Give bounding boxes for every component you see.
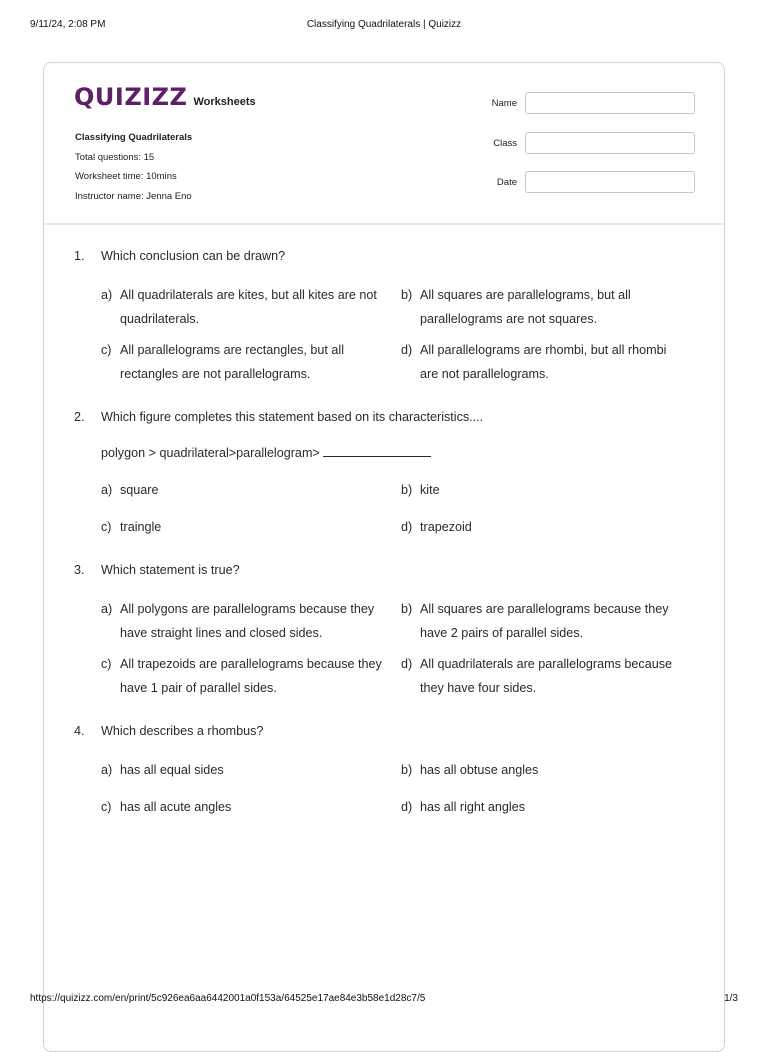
option-text: trapezoid xyxy=(420,519,472,534)
instructor-name: Instructor name: Jenna Eno xyxy=(75,190,192,202)
option-text: has all right angles xyxy=(420,799,526,814)
option-letter: a) xyxy=(101,483,113,497)
worksheet-title: Classifying Quadrilaterals xyxy=(75,132,193,143)
print-page-number: 1/3 xyxy=(724,993,738,1004)
option-d xyxy=(401,516,681,540)
question-text: Which statement is true? xyxy=(101,563,240,577)
name-label: Name xyxy=(491,97,517,109)
option-text: All squares are parallelograms because they have 2 pairs of parallel sides. xyxy=(420,602,669,640)
option-letter: a) xyxy=(101,602,113,616)
question-number: 2. xyxy=(74,410,85,424)
question-text: Which figure completes this statement based on its characteristics.... xyxy=(101,410,484,424)
option-letter: c) xyxy=(101,519,112,534)
option-letter: b) xyxy=(401,288,413,302)
name-field-row xyxy=(464,92,695,114)
option-a xyxy=(101,759,401,783)
question-4 xyxy=(74,724,694,819)
option-text: has all equal sides xyxy=(120,763,224,777)
options xyxy=(101,284,694,386)
worksheet-meta xyxy=(75,128,192,206)
option-letter: a) xyxy=(101,763,113,777)
option-c xyxy=(101,516,401,540)
option-text: kite xyxy=(420,483,440,497)
class-input[interactable] xyxy=(525,132,695,154)
option-text: All parallelograms are rhombi, but all rhombi are not parallelograms. xyxy=(420,343,667,381)
option-letter: b) xyxy=(401,763,413,777)
option-b xyxy=(401,479,681,503)
option-text: All polygons are parallelograms because they have straight lines and closed sides. xyxy=(120,602,375,640)
option-text: All trapezoids are parallelograms because they have 1 pair of parallel sides. xyxy=(120,657,382,695)
question-3 xyxy=(74,563,694,700)
option-a xyxy=(101,598,401,645)
class-field-row xyxy=(464,132,695,154)
option-letter: b) xyxy=(401,483,413,497)
option-letter: c) xyxy=(101,343,112,357)
option-text: All squares are parallelograms, but all parallelograms are not squares. xyxy=(420,288,631,326)
option-letter: a) xyxy=(101,288,113,302)
statement-text: polygon > quadrilateral>parallelogram> xyxy=(101,446,320,460)
question-text: Which describes a rhombus? xyxy=(101,724,264,738)
class-label: Class xyxy=(493,137,517,149)
quizizz-logo: QUIZIZZ xyxy=(74,83,188,111)
question-list xyxy=(74,249,694,843)
answer-blank xyxy=(323,443,431,457)
question-number: 4. xyxy=(74,724,85,738)
option-letter: c) xyxy=(101,657,112,671)
option-d xyxy=(401,653,681,700)
worksheet-card xyxy=(43,62,725,1052)
print-header xyxy=(30,19,738,30)
option-letter: c) xyxy=(101,799,112,814)
date-input[interactable] xyxy=(525,171,695,193)
option-d xyxy=(401,796,681,820)
question-text: Which conclusion can be drawn? xyxy=(101,249,286,263)
option-b xyxy=(401,284,681,331)
options xyxy=(101,759,694,819)
option-c xyxy=(101,339,401,386)
option-text: has all acute angles xyxy=(120,799,232,814)
question-statement xyxy=(101,443,694,460)
option-a xyxy=(101,479,401,503)
option-text: All quadrilaterals are kites, but all kites are not quadrilaterals. xyxy=(120,288,377,326)
option-text: traingle xyxy=(120,519,162,534)
option-b xyxy=(401,759,681,783)
option-letter: d) xyxy=(401,519,413,534)
total-questions: Total questions: 15 xyxy=(75,151,155,163)
option-text: All parallelograms are rectangles, but all rectangles are not parallelograms. xyxy=(120,343,345,381)
date-field-row xyxy=(464,171,695,193)
option-c xyxy=(101,796,401,820)
print-datetime: 9/11/24, 2:08 PM xyxy=(30,19,106,30)
name-input[interactable] xyxy=(525,92,695,114)
worksheet-header xyxy=(44,63,724,225)
question-number: 3. xyxy=(74,563,85,577)
question-2 xyxy=(74,410,694,539)
date-label: Date xyxy=(496,176,517,188)
print-footer xyxy=(30,993,738,1004)
option-b xyxy=(401,598,681,645)
option-letter: d) xyxy=(401,799,413,814)
worksheet-time: Worksheet time: 10mins xyxy=(75,171,177,182)
question-number: 1. xyxy=(74,249,85,263)
brand-subtitle: Worksheets xyxy=(193,96,256,108)
option-letter: b) xyxy=(401,602,413,616)
option-a xyxy=(101,284,401,331)
options xyxy=(101,598,694,700)
options xyxy=(101,479,694,539)
option-text: All quadrilaterals are parallelograms because they have four sides. xyxy=(420,657,673,695)
option-c xyxy=(101,653,401,700)
option-letter: d) xyxy=(401,343,413,357)
question-1 xyxy=(74,249,694,386)
option-text: square xyxy=(120,483,159,497)
brand xyxy=(74,85,256,109)
option-letter: d) xyxy=(401,657,413,671)
print-page-title: Classifying Quadrilaterals | Quizizz xyxy=(306,19,462,30)
option-text: has all obtuse angles xyxy=(420,763,539,777)
option-d xyxy=(401,339,681,386)
print-url: https://quizizz.com/en/print/5c926ea6aa6442001a0f153a/64525e17ae84e3b58e1d28c7/5 xyxy=(30,993,426,1004)
